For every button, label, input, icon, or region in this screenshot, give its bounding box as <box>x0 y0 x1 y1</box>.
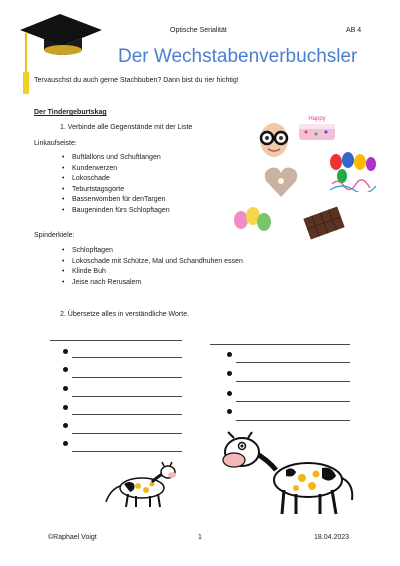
bullet-dot <box>63 386 68 391</box>
footer-author: ©Raphael Voigt <box>48 534 97 541</box>
bullet-dot <box>63 349 68 354</box>
balloons-streamers-image <box>326 150 378 192</box>
cow-small-image <box>102 460 184 510</box>
answer-top-line <box>50 340 182 341</box>
bullet-dot <box>227 409 232 414</box>
bullet-dot <box>63 367 68 372</box>
answer-line[interactable] <box>72 396 182 397</box>
list2-label: Spinderkiele: <box>34 232 75 239</box>
list-item: • Kunderwerzen <box>62 164 252 175</box>
bullet-dot <box>227 391 232 396</box>
heart-candle-image <box>262 165 300 199</box>
answer-line[interactable] <box>236 362 350 363</box>
cow-large-image <box>212 430 358 518</box>
graduation-cap-image <box>14 8 106 100</box>
task-1: 1. Verbinde alle Gegenstände mit der Liste <box>60 124 193 131</box>
list-item: • Teburtstagsgorte <box>62 185 252 196</box>
birthday-cake-image <box>296 110 338 144</box>
answer-line[interactable] <box>72 357 182 358</box>
bullet-dot <box>63 423 68 428</box>
answer-line[interactable] <box>72 377 182 378</box>
list-item: • Buftlallons und Schuftlangen <box>62 153 252 164</box>
answer-line[interactable] <box>72 414 182 415</box>
child-with-glasses-image <box>254 118 294 160</box>
page-title: Der Wechstabenverbuchsler <box>118 46 358 67</box>
answer-top-line <box>210 344 350 345</box>
chocolate-bar-image <box>302 206 346 240</box>
answer-line[interactable] <box>72 451 182 452</box>
footer-page-number: 1 <box>198 534 202 541</box>
water-balloons-image <box>232 205 272 235</box>
bullet-dot <box>227 371 232 376</box>
shopping-list <box>62 153 252 216</box>
list1-label: Linkaufseiste: <box>34 140 77 147</box>
answer-line[interactable] <box>236 401 350 402</box>
list-item: • Lokoschade mit Schütze, Mal und Schandhuhen essen <box>62 257 362 268</box>
list-item: • Schlopftagen <box>62 246 362 257</box>
answer-line[interactable] <box>72 433 182 434</box>
footer-date: 18.04.2023 <box>314 534 350 541</box>
list-item: • Baugeninden fürs Schlopftagen <box>62 206 252 217</box>
bullet-dot <box>63 405 68 410</box>
header-sheet-number: AB 4 <box>346 27 362 34</box>
answer-line[interactable] <box>236 420 350 421</box>
games-list <box>62 246 362 288</box>
intro-text: Tervauschst du auch gerne Stachbuben? Dann bist du rier hichtig! <box>34 77 239 84</box>
answer-line[interactable] <box>236 381 350 382</box>
list-item: • Jeise nach Rerusalem <box>62 278 362 289</box>
list-item: • Basserwomben für denTargen <box>62 195 252 206</box>
list-item: • Klinde Buh <box>62 267 362 278</box>
task-2: 2. Übersetze alles in verständliche Worte. <box>60 311 190 318</box>
bullet-dot <box>227 352 232 357</box>
bullet-dot <box>63 441 68 446</box>
section-heading: Der Tindergeburtskag <box>34 109 107 116</box>
list-item: • Lokoschade <box>62 174 252 185</box>
header-subject: Optische Serialität <box>170 27 227 34</box>
svg-text:Happy: Happy <box>308 116 326 122</box>
